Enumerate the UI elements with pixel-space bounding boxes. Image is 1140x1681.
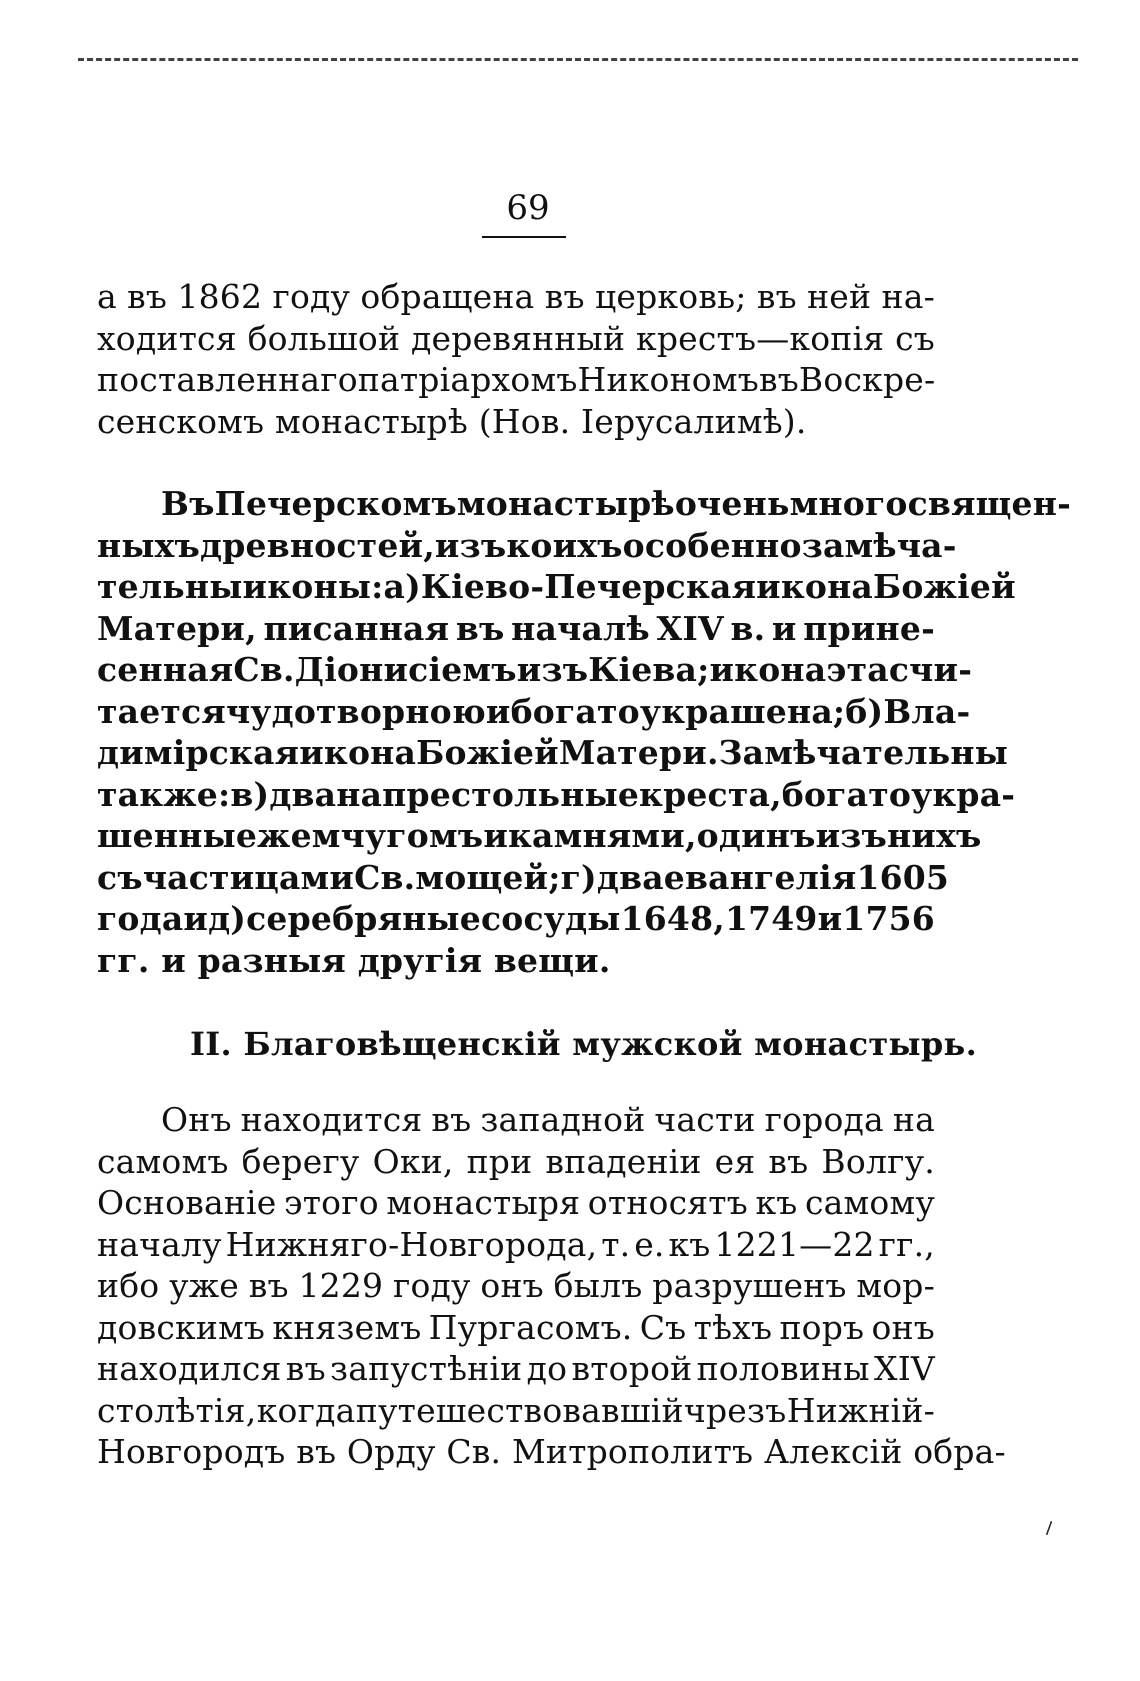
word: 1862: [177, 277, 263, 316]
word: въ: [768, 1141, 809, 1181]
word: и: [161, 940, 186, 980]
word: году: [392, 1266, 471, 1305]
word: икона: [299, 733, 417, 772]
word: тается: [97, 691, 226, 731]
word: ходится: [97, 318, 237, 358]
word: Св.: [446, 1432, 502, 1471]
word: Кіева;: [588, 650, 710, 689]
word: Божіей: [416, 733, 559, 772]
word: сосуды: [480, 899, 621, 938]
word: древностей,: [200, 525, 435, 565]
word: части: [654, 1100, 756, 1139]
word: много: [789, 484, 908, 523]
word: чрезъ: [683, 1390, 787, 1430]
word: Нижній-: [786, 1390, 935, 1430]
word: гг.,: [878, 1224, 935, 1264]
word: а: [97, 277, 117, 316]
word: впаденіи: [545, 1141, 702, 1181]
word: къ: [755, 1183, 798, 1222]
word: на: [892, 1100, 935, 1139]
word: въ: [544, 277, 585, 316]
word: прине-: [803, 608, 935, 648]
word: укра-: [911, 774, 1016, 814]
word: частицами: [142, 857, 355, 897]
word: напрестольные: [336, 774, 640, 814]
word: Оки,: [372, 1141, 454, 1181]
word: изъ: [434, 525, 507, 565]
text-line: [97, 1099, 935, 1141]
text-line: [97, 483, 1071, 525]
word: одинъ: [696, 816, 816, 855]
word: д): [208, 899, 247, 938]
word: поръ: [779, 1307, 865, 1347]
word: большой: [247, 318, 401, 358]
word: креста,: [639, 774, 782, 814]
text-line: [97, 525, 957, 567]
word: находился: [97, 1349, 282, 1388]
word: и: [771, 608, 797, 648]
word: обращена: [360, 277, 535, 316]
word: б): [845, 691, 884, 731]
word: 1648,: [620, 899, 725, 938]
word: священ-: [907, 484, 1071, 523]
word: въ: [455, 608, 505, 648]
word: къ: [668, 1224, 711, 1264]
word: Новгородъ: [97, 1432, 286, 1471]
text-line: [97, 898, 935, 940]
text-line: [97, 1265, 935, 1307]
word: 1749: [724, 899, 818, 938]
word: съ: [895, 318, 935, 358]
top-border-rule: [78, 58, 1078, 61]
text-line: [97, 1224, 935, 1266]
word: Божіей: [873, 567, 1016, 606]
word: Кіево-Печерская: [420, 567, 757, 606]
word: е.: [634, 1224, 665, 1264]
word: Онъ: [161, 1100, 232, 1139]
paragraph-2: [97, 483, 1071, 981]
text-line: [97, 401, 935, 443]
word: очень: [674, 484, 790, 523]
word: въ: [296, 1432, 337, 1471]
word: богато: [510, 691, 640, 731]
margin-pencil-mark: ⸝: [1032, 1503, 1061, 1542]
word: XIV: [656, 608, 724, 648]
text-line: [97, 940, 935, 982]
word: Св.: [354, 857, 416, 897]
word: богато: [781, 774, 912, 814]
word: Нижняго-Новгорода,: [225, 1224, 598, 1264]
word: довскимъ: [97, 1307, 266, 1347]
text-line: [97, 1390, 935, 1432]
word: икона: [709, 650, 827, 689]
word: въ: [758, 360, 799, 399]
word: патріархомъ: [357, 360, 578, 399]
word: году: [272, 277, 351, 316]
word: берегу: [241, 1141, 360, 1181]
word: въ: [248, 1266, 289, 1305]
word: коихъ: [506, 525, 623, 565]
word: при: [466, 1141, 533, 1181]
word: г): [560, 857, 597, 897]
word: два: [596, 857, 664, 897]
word: церковь;: [594, 277, 747, 316]
text-line: [97, 566, 1016, 608]
word: икона: [756, 567, 874, 606]
text-line: [97, 1182, 935, 1224]
text-line: [97, 608, 935, 650]
word: путешествовавшій: [355, 1390, 684, 1430]
word: монастырѣ: [456, 484, 675, 523]
text-line: [97, 691, 971, 733]
word: въ: [285, 1349, 326, 1388]
word: обра-: [913, 1432, 1006, 1471]
word: Печерскомъ: [214, 484, 457, 523]
word: в.: [730, 608, 766, 648]
text-line: [97, 318, 935, 360]
word: также:: [97, 774, 231, 814]
word: тельны: [97, 567, 243, 606]
word: Пургасомъ.: [428, 1307, 633, 1347]
word: въ: [127, 277, 168, 316]
word: ибо: [97, 1266, 160, 1305]
word: княземъ: [272, 1307, 422, 1347]
word: самому: [805, 1183, 935, 1222]
word: мор-: [856, 1266, 935, 1305]
word: вещи.: [493, 940, 611, 980]
word: монастыря: [386, 1183, 581, 1222]
word: запустѣніи: [330, 1349, 523, 1388]
word: мощей;: [415, 857, 561, 897]
page-number-underline: [482, 236, 566, 238]
word: другія: [357, 940, 483, 980]
word: Вла-: [883, 691, 971, 731]
word: деревянный: [411, 318, 626, 358]
word: эта: [826, 650, 889, 689]
word: 1605: [856, 857, 950, 897]
word: разрушенъ: [652, 1266, 847, 1305]
word: замѣча-: [801, 525, 957, 565]
word: въ: [756, 277, 797, 316]
word: онъ: [480, 1266, 544, 1305]
word: сенскомъ: [97, 401, 265, 441]
word: т.: [601, 1224, 631, 1264]
text-line: [97, 732, 1008, 774]
word: серебряные: [246, 899, 481, 938]
word: Воскре-: [798, 360, 936, 399]
word: былъ: [553, 1266, 643, 1305]
word: Митрополитъ: [511, 1432, 754, 1471]
word: самомъ: [97, 1141, 229, 1181]
word: в): [230, 774, 270, 814]
word: столѣтія,: [97, 1390, 257, 1430]
word: XIV: [874, 1349, 935, 1388]
word: съ: [97, 857, 143, 897]
text-line: [97, 774, 1016, 816]
word: ныхъ: [97, 525, 201, 565]
word: монастырѣ: [274, 401, 468, 441]
word: началу: [97, 1224, 222, 1264]
word: сенная: [97, 650, 234, 689]
word: на-: [881, 277, 935, 316]
word: года: [97, 899, 184, 938]
word: началѣ: [511, 608, 650, 648]
word: Діонисіемъ: [294, 650, 517, 689]
word: особенно: [622, 525, 802, 565]
word: Никономъ: [577, 360, 759, 399]
section-heading: II. Благовѣщенскій мужской монастырь.: [190, 1025, 978, 1063]
word: Алексій: [763, 1432, 903, 1471]
word: счи-: [888, 650, 973, 689]
word: половины: [696, 1349, 870, 1388]
text-line: [97, 1348, 935, 1390]
word: жемчугомъ: [257, 816, 484, 855]
text-line: [97, 649, 973, 691]
word: 1756: [842, 899, 935, 938]
text-line: [97, 1141, 935, 1183]
word: (Нов.: [478, 401, 571, 441]
word: находится: [240, 1100, 423, 1139]
word: Орду: [346, 1432, 436, 1471]
word: тѣхъ: [693, 1307, 773, 1347]
word: изъ: [815, 816, 888, 855]
word: нихъ: [887, 816, 982, 855]
word: поставленнаго: [97, 360, 358, 399]
word: ея: [714, 1141, 756, 1181]
word: до: [526, 1349, 568, 1388]
word: Іерусалимѣ).: [581, 401, 807, 441]
text-line: [97, 276, 935, 318]
word: этого: [284, 1183, 379, 1222]
paragraph-3: [97, 1099, 1006, 1473]
word: 1221—22: [714, 1224, 875, 1264]
word: иконы:: [242, 567, 384, 606]
word: онъ: [871, 1307, 935, 1347]
word: евангелія: [663, 857, 857, 897]
text-line: [97, 857, 950, 899]
text-line: [97, 815, 982, 857]
word: Въ: [161, 484, 215, 523]
word: Св.: [233, 650, 295, 689]
text-line: [97, 1307, 935, 1349]
word: гг.: [97, 940, 150, 980]
word: ней: [807, 277, 872, 316]
word: а): [383, 567, 421, 606]
word: относятъ: [587, 1183, 748, 1222]
word: 1229: [298, 1266, 384, 1305]
word: и: [485, 691, 511, 731]
word: Волгу.: [821, 1141, 935, 1181]
word: украшена;: [639, 691, 846, 731]
word: Матери,: [97, 608, 257, 648]
word: города: [764, 1100, 884, 1139]
word: уже: [169, 1266, 239, 1305]
paragraph-1: [97, 276, 935, 442]
word: Съ: [639, 1307, 687, 1347]
word: крестъ—копія: [636, 318, 885, 358]
word: второй: [571, 1349, 693, 1388]
word: камнями,: [508, 816, 697, 855]
word: чудотворною: [225, 691, 486, 731]
word: димірская: [97, 733, 300, 772]
word: изъ: [516, 650, 589, 689]
word: Основаніе: [97, 1183, 277, 1222]
word: и: [817, 899, 843, 938]
word: и: [183, 899, 209, 938]
word: шенные: [97, 816, 258, 855]
word: Матери.: [558, 733, 719, 772]
word: писанная: [263, 608, 450, 648]
word: Замѣчательны: [718, 733, 1008, 772]
text-line: [97, 1431, 1006, 1473]
word: западной: [480, 1100, 646, 1139]
word: разныя: [197, 940, 346, 980]
word: въ: [431, 1100, 472, 1139]
word: и: [483, 816, 509, 855]
word: два: [269, 774, 337, 814]
text-line: [97, 359, 935, 401]
page-number: 69: [506, 188, 550, 228]
word: когда: [256, 1390, 356, 1430]
